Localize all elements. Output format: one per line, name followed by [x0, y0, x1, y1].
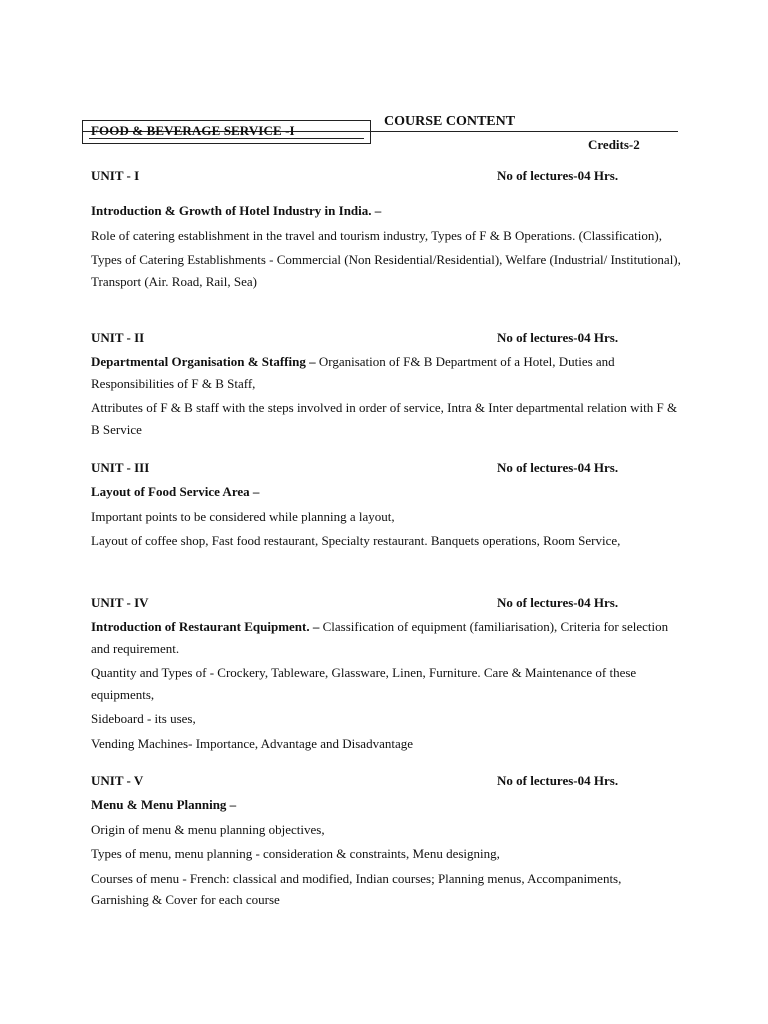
unit-heading-text: Classification of equipment (familiarisation), Criteria for selection and requirement. [91, 619, 669, 656]
unit-line: Quantity and Types of - Crockery, Tableware, Glassware, Linen, Furniture. Care & Maintenance of these equipments, [91, 665, 637, 702]
unit-line: Role of catering establishment in the travel and tourism industry, Types of F & B Operations. (Classification), [91, 227, 662, 243]
unit-heading-bold: Introduction of Restaurant Equipment. – [91, 619, 320, 634]
unit-heading-bold: Departmental Organisation & Staffing – [91, 354, 316, 369]
unit-heading [91, 616, 681, 659]
course-title: FOOD & BEVERAGE SERVICE -I [91, 123, 295, 138]
unit-name: UNIT - V [91, 773, 144, 788]
unit-block [91, 773, 691, 911]
unit-heading-bold: Introduction & Growth of Hotel Industry in India. – [91, 203, 382, 218]
credits-label: Credits-2 [588, 137, 640, 152]
unit-name: UNIT - II [91, 330, 145, 345]
unit-heading-bold: Layout of Food Service Area – [91, 484, 260, 499]
unit-line: Types of Catering Establishments - Commercial (Non Residential/Residential), Welfare (Industrial/ Institutional), Transport (Air. Road, Rail, Sea) [91, 252, 681, 289]
unit-name: UNIT - I [91, 168, 140, 183]
unit-block [91, 168, 691, 292]
unit-header [91, 773, 691, 791]
unit-block [91, 460, 691, 552]
unit-heading [91, 351, 681, 394]
unit-block [91, 330, 691, 440]
unit-lectures: No of lectures-04 Hrs. [497, 773, 619, 788]
unit-line: Origin of menu & menu planning objectives, [91, 821, 325, 837]
unit-lectures: No of lectures-04 Hrs. [497, 595, 619, 610]
unit-name: UNIT - IV [91, 595, 149, 610]
unit-line: Sideboard - its uses, [91, 711, 196, 726]
unit-line: Courses of menu - French: classical and modified, Indian courses; Planning menus, Accompaniments, Garnishing & Cover for each course [91, 870, 622, 907]
unit-block [91, 595, 691, 754]
unit-heading-text: Organisation of F& B Department of a Hotel, Duties and Responsibilities of F & B Staff, [91, 354, 615, 391]
unit-lectures: No of lectures-04 Hrs. [497, 330, 619, 345]
unit-heading-bold: Menu & Menu Planning – [91, 797, 237, 812]
unit-header [91, 168, 691, 186]
section-title: COURSE CONTENT [384, 114, 516, 129]
unit-header [91, 460, 691, 478]
unit-line: Types of menu, menu planning - consideration & constraints, Menu designing, [91, 846, 500, 861]
unit-name: UNIT - III [91, 460, 150, 475]
unit-lectures: No of lectures-04 Hrs. [497, 460, 619, 475]
unit-lectures: No of lectures-04 Hrs. [497, 168, 619, 183]
unit-heading [91, 794, 681, 816]
unit-line: Important points to be considered while planning a layout, [91, 508, 395, 524]
unit-header [91, 330, 691, 348]
course-title-box [82, 120, 371, 144]
unit-heading [91, 481, 681, 503]
unit-header [91, 595, 691, 613]
unit-line: Vending Machines- Importance, Advantage and Disadvantage [91, 735, 414, 751]
unit-line: Layout of coffee shop, Fast food restaurant, Specialty restaurant. Banquets operations, Room Service, [91, 533, 621, 548]
unit-line: Attributes of F & B staff with the steps involved in order of service, Intra & Inter departmental relation with F & B Service [91, 400, 678, 437]
unit-heading [91, 200, 681, 222]
